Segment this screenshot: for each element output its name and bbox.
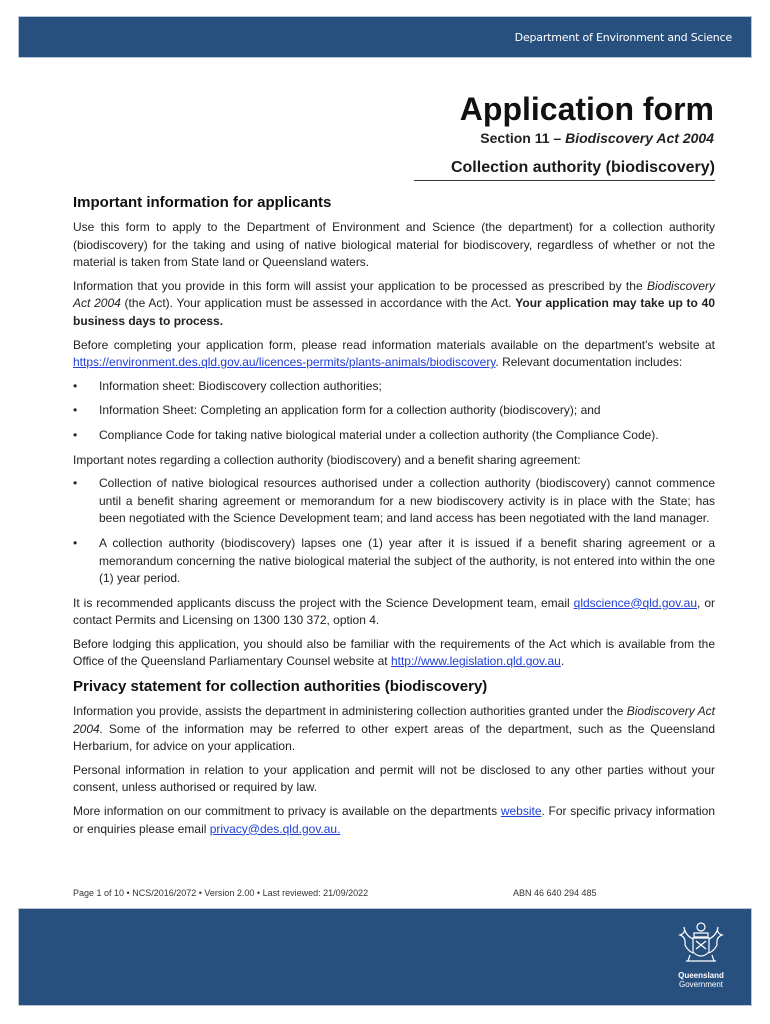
list-item: • Compliance Code for taking native biological material under a collection authority (the Compliance Code). bbox=[73, 427, 715, 445]
logo-line-queensland: Queensland bbox=[678, 971, 724, 980]
privacy-email-link[interactable]: privacy@des.qld.gov.au. bbox=[209, 821, 341, 836]
privacy-heading: Privacy statement for collection authorities (biodiscovery) bbox=[73, 678, 488, 696]
legislation-link[interactable]: http://www.legislation.qld.gov.au bbox=[390, 654, 561, 669]
section-prefix: Section 11 – bbox=[480, 130, 566, 146]
text: . Relevant documentation includes: bbox=[495, 355, 683, 370]
page-footer bbox=[73, 888, 715, 898]
list-item: • Information Sheet: Completing an application form for a collection authority (biodiscovery); and bbox=[73, 402, 715, 420]
processing-time-notice: Your application may take up to 40 business days to process. bbox=[73, 296, 715, 328]
list-item: • A collection authority (biodiscovery) lapses one (1) year after it is issued if a benefit sharing agreement or a memorandum concerning the native biological material the subject of the authority, is not entered into within the one (1) year period. bbox=[73, 535, 715, 588]
document-body bbox=[73, 193, 715, 844]
page-title: Application form bbox=[459, 91, 714, 127]
privacy-paragraph-1 bbox=[73, 703, 715, 756]
section-subtitle bbox=[460, 129, 714, 147]
title-block bbox=[460, 90, 714, 147]
queensland-government-logo bbox=[673, 919, 729, 989]
notes-list bbox=[73, 475, 715, 588]
act-name: Biodiscovery Act 2004. bbox=[73, 704, 715, 736]
privacy-paragraph-2: Personal information in relation to your application and permit will not be disclosed to any other parties without your consent, unless authorised or required by law. bbox=[73, 762, 715, 795]
page-info: Page 1 of 10 • NCS/2016/2072 • Version 2.00 • Last reviewed: 21/09/2022 bbox=[73, 888, 369, 898]
privacy-paragraph-3 bbox=[73, 803, 715, 838]
act-name: Biodiscovery Act 2004 bbox=[73, 278, 715, 311]
text: . For specific privacy information or enquiries please email bbox=[73, 804, 715, 836]
important-info-heading: Important information for applicants bbox=[73, 194, 332, 211]
biodiscovery-website-link[interactable]: https://environment.des.qld.gov.au/licences-permits/plants-animals/biodiscovery bbox=[73, 355, 496, 370]
text: It is recommended applicants discuss the project with the Science Development team, email bbox=[73, 595, 574, 610]
form-type-heading: Collection authority (biodiscovery) bbox=[414, 157, 715, 181]
documentation-list bbox=[73, 378, 715, 445]
logo-line-government: Government bbox=[678, 980, 724, 989]
text: Information that you provide in this form will assist your application to be processed as prescribed by the bbox=[73, 278, 647, 293]
list-item: • Information sheet: Biodiscovery collection authorities; bbox=[73, 378, 715, 396]
text: . bbox=[560, 654, 565, 669]
qldscience-email-link[interactable]: qldscience@qld.gov.au bbox=[573, 595, 698, 610]
coat-of-arms-icon bbox=[676, 919, 726, 969]
materials-paragraph bbox=[73, 337, 715, 372]
footer-bar bbox=[18, 908, 752, 1006]
privacy-website-link[interactable]: website bbox=[500, 804, 542, 819]
abn-number: ABN 46 640 294 485 bbox=[513, 888, 597, 898]
intro-paragraph: Use this form to apply to the Department of Environment and Science (the department) for a collection authority (biodiscovery) for the taking and using of native biological material for biodiscovery, regardless of whether or not the material is taken from State land or Queensland waters. bbox=[73, 220, 715, 270]
text: (the Act). Your application must be assessed in accordance with the Act. bbox=[120, 296, 516, 311]
text: More information on our commitment to privacy is available on the departments bbox=[73, 804, 501, 819]
text: Some of the information may be referred to other expert areas of the department, such as the Queensland Herbarium, for advice on your application. bbox=[73, 721, 715, 754]
notes-intro: Important notes regarding a collection authority (biodiscovery) and a benefit sharing agreement: bbox=[73, 452, 581, 467]
text: Before lodging this application, you should also be familiar with the requirements of the Act which is available from the Office of the Queensland Parliamentary Counsel website at bbox=[73, 636, 715, 669]
department-name: Department of Environment and Science bbox=[514, 31, 732, 44]
text: , or contact Permits and Licensing on 1300 130 372, option 4. bbox=[73, 595, 715, 628]
section-act: Biodiscovery Act 2004 bbox=[565, 130, 714, 146]
contact-paragraph bbox=[73, 595, 715, 630]
legislation-paragraph bbox=[73, 636, 715, 671]
text: Before completing your application form, please read information materials available on the department's website at bbox=[73, 337, 715, 352]
text: Information you provide, assists the department in administering collection authorities granted under the bbox=[73, 704, 627, 719]
list-item: • Collection of native biological resources authorised under a collection authority (biodiscovery) cannot commence until a benefit sharing agreement or memorandum for a new biodiscovery activity is in place with the State; has been negotiated with the Science Development team; and land access has been negotiated with the land manager. bbox=[73, 475, 715, 528]
header-bar bbox=[18, 16, 752, 58]
processing-paragraph bbox=[73, 278, 715, 331]
